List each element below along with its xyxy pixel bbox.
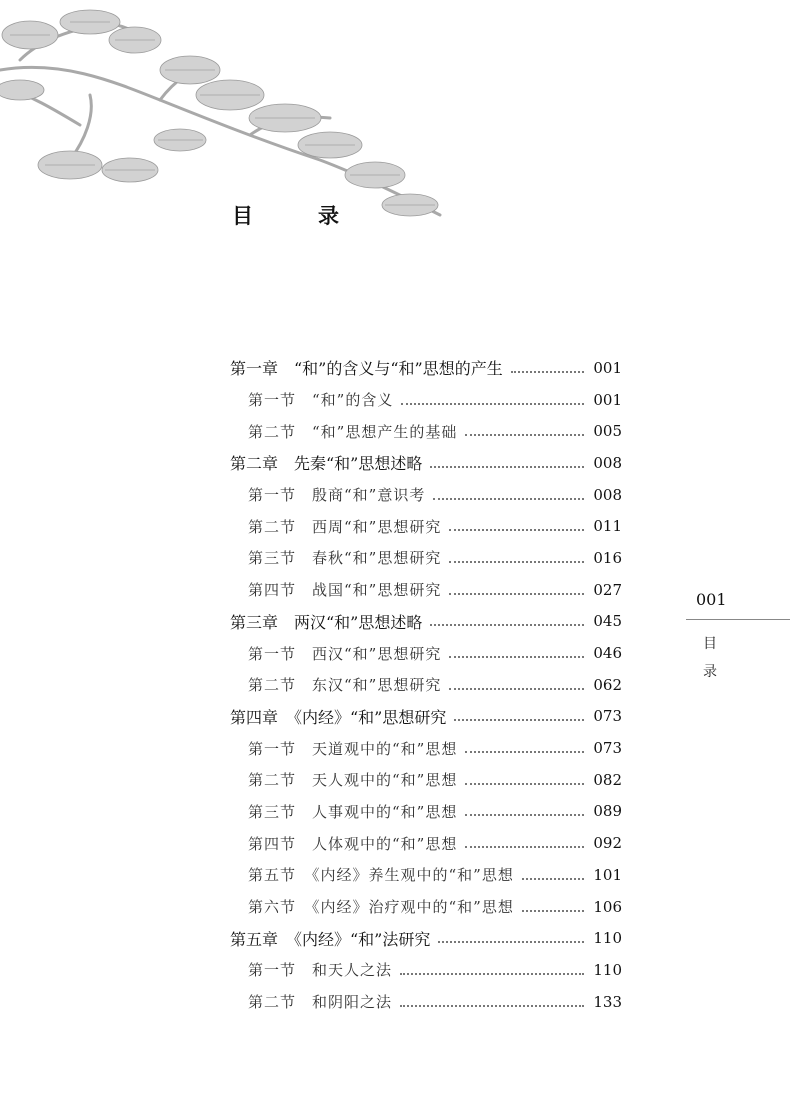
dot-leader bbox=[433, 498, 584, 500]
toc-chapter-row[interactable] bbox=[230, 922, 622, 954]
dot-leader bbox=[430, 466, 584, 468]
dot-leader bbox=[522, 910, 584, 912]
toc-section-row[interactable] bbox=[230, 574, 622, 606]
dot-leader bbox=[449, 688, 584, 690]
toc-entry-label: 第六节 《内经》治疗观中的“和”思想 bbox=[248, 898, 514, 917]
toc-page-number: 092 bbox=[593, 834, 622, 853]
toc-page-number: 101 bbox=[593, 865, 622, 884]
toc-section-row[interactable] bbox=[230, 479, 622, 511]
toc-chapter-row[interactable] bbox=[230, 701, 622, 733]
dot-leader bbox=[454, 719, 584, 721]
toc-page-number: 001 bbox=[593, 390, 622, 409]
toc-entry-label: 第一节 “和”的含义 bbox=[248, 391, 394, 410]
toc-entry-label: 第一节 和天人之法 bbox=[248, 961, 393, 980]
toc-page-number: 082 bbox=[593, 770, 622, 789]
dot-leader bbox=[522, 878, 584, 880]
toc-entry-label: 第二节 西周“和”思想研究 bbox=[248, 517, 442, 536]
dot-leader bbox=[465, 783, 584, 785]
toc-entry-label: 第五节 《内经》养生观中的“和”思想 bbox=[248, 866, 514, 885]
toc-page-number: 011 bbox=[593, 517, 622, 536]
toc-chapter-row[interactable] bbox=[230, 352, 622, 384]
toc-section-row[interactable] bbox=[230, 384, 622, 416]
toc-section-row[interactable] bbox=[230, 859, 622, 891]
toc-entry-label: 第一节 西汉“和”思想研究 bbox=[248, 644, 442, 663]
dot-leader bbox=[511, 371, 584, 373]
toc-entry-label: 第二节 东汉“和”思想研究 bbox=[248, 676, 442, 695]
toc-page-number: 045 bbox=[593, 612, 622, 631]
toc-entry-label: 第四节 人体观中的“和”思想 bbox=[248, 834, 458, 853]
toc-section-row[interactable] bbox=[230, 732, 622, 764]
toc-entry-label: 第四节 战国“和”思想研究 bbox=[248, 581, 442, 600]
side-section-label bbox=[702, 630, 718, 686]
toc-entry-label: 第一章 “和”的含义与“和”思想的产生 bbox=[230, 359, 503, 379]
toc-entry-label: 第四章 《内经》“和”思想研究 bbox=[230, 707, 447, 727]
side-label-char: 目 bbox=[703, 636, 717, 652]
dot-leader bbox=[449, 529, 584, 531]
toc-page-number: 062 bbox=[593, 675, 622, 694]
toc-entry-label: 第二节 和阴阳之法 bbox=[248, 993, 393, 1012]
dot-leader bbox=[465, 434, 584, 436]
toc-page-number: 106 bbox=[593, 897, 622, 916]
toc-entry-label: 第三节 人事观中的“和”思想 bbox=[248, 802, 458, 821]
toc-entry-label: 第一节 殷商“和”意识考 bbox=[248, 486, 426, 505]
toc-entry-label: 第三章 两汉“和”思想述略 bbox=[230, 612, 423, 632]
toc-section-row[interactable] bbox=[230, 542, 622, 574]
toc-section-row[interactable] bbox=[230, 764, 622, 796]
toc-section-row[interactable] bbox=[230, 891, 622, 923]
toc-entry-label: 第一节 天道观中的“和”思想 bbox=[248, 739, 458, 758]
page-title: 目 录 bbox=[232, 203, 361, 228]
toc-section-row[interactable] bbox=[230, 637, 622, 669]
toc-page-number: 046 bbox=[593, 644, 622, 663]
toc-page-number: 008 bbox=[593, 453, 622, 472]
toc-page-number: 008 bbox=[593, 485, 622, 504]
side-divider bbox=[686, 619, 790, 620]
side-page-number: 001 bbox=[696, 590, 727, 609]
table-of-contents bbox=[230, 352, 622, 1017]
toc-page-number: 001 bbox=[593, 358, 622, 377]
toc-entry-label: 第二节 “和”思想产生的基础 bbox=[248, 422, 458, 441]
dot-leader bbox=[430, 624, 584, 626]
toc-page-number: 110 bbox=[593, 960, 622, 979]
toc-section-row[interactable] bbox=[230, 986, 622, 1018]
dot-leader bbox=[438, 941, 584, 943]
toc-entry-label: 第五章 《内经》“和”法研究 bbox=[230, 929, 431, 949]
toc-page-number: 089 bbox=[593, 802, 622, 821]
toc-section-row[interactable] bbox=[230, 827, 622, 859]
toc-chapter-row[interactable] bbox=[230, 447, 622, 479]
dot-leader bbox=[449, 561, 584, 563]
toc-section-row[interactable] bbox=[230, 669, 622, 701]
toc-page-number: 073 bbox=[593, 739, 622, 758]
toc-entry-label: 第二节 天人观中的“和”思想 bbox=[248, 771, 458, 790]
toc-chapter-row[interactable] bbox=[230, 606, 622, 638]
toc-entry-label: 第三节 春秋“和”思想研究 bbox=[248, 549, 442, 568]
toc-section-row[interactable] bbox=[230, 510, 622, 542]
side-label-char: 录 bbox=[703, 664, 717, 680]
dot-leader bbox=[401, 403, 584, 405]
dot-leader bbox=[449, 656, 584, 658]
dot-leader bbox=[400, 973, 584, 975]
dot-leader bbox=[465, 751, 584, 753]
dot-leader bbox=[449, 593, 584, 595]
toc-page-number: 110 bbox=[593, 929, 622, 948]
toc-page-number: 016 bbox=[593, 548, 622, 567]
toc-entry-label: 第二章 先秦“和”思想述略 bbox=[230, 454, 423, 474]
dot-leader bbox=[400, 1005, 584, 1007]
toc-page-number: 133 bbox=[593, 992, 622, 1011]
pine-branch-illustration bbox=[0, 0, 450, 235]
toc-section-row[interactable] bbox=[230, 796, 622, 828]
toc-page-number: 005 bbox=[593, 422, 622, 441]
dot-leader bbox=[465, 814, 584, 816]
toc-section-row[interactable] bbox=[230, 954, 622, 986]
toc-section-row[interactable] bbox=[230, 415, 622, 447]
toc-page-number: 027 bbox=[593, 580, 622, 599]
toc-page-number: 073 bbox=[593, 707, 622, 726]
dot-leader bbox=[465, 846, 584, 848]
